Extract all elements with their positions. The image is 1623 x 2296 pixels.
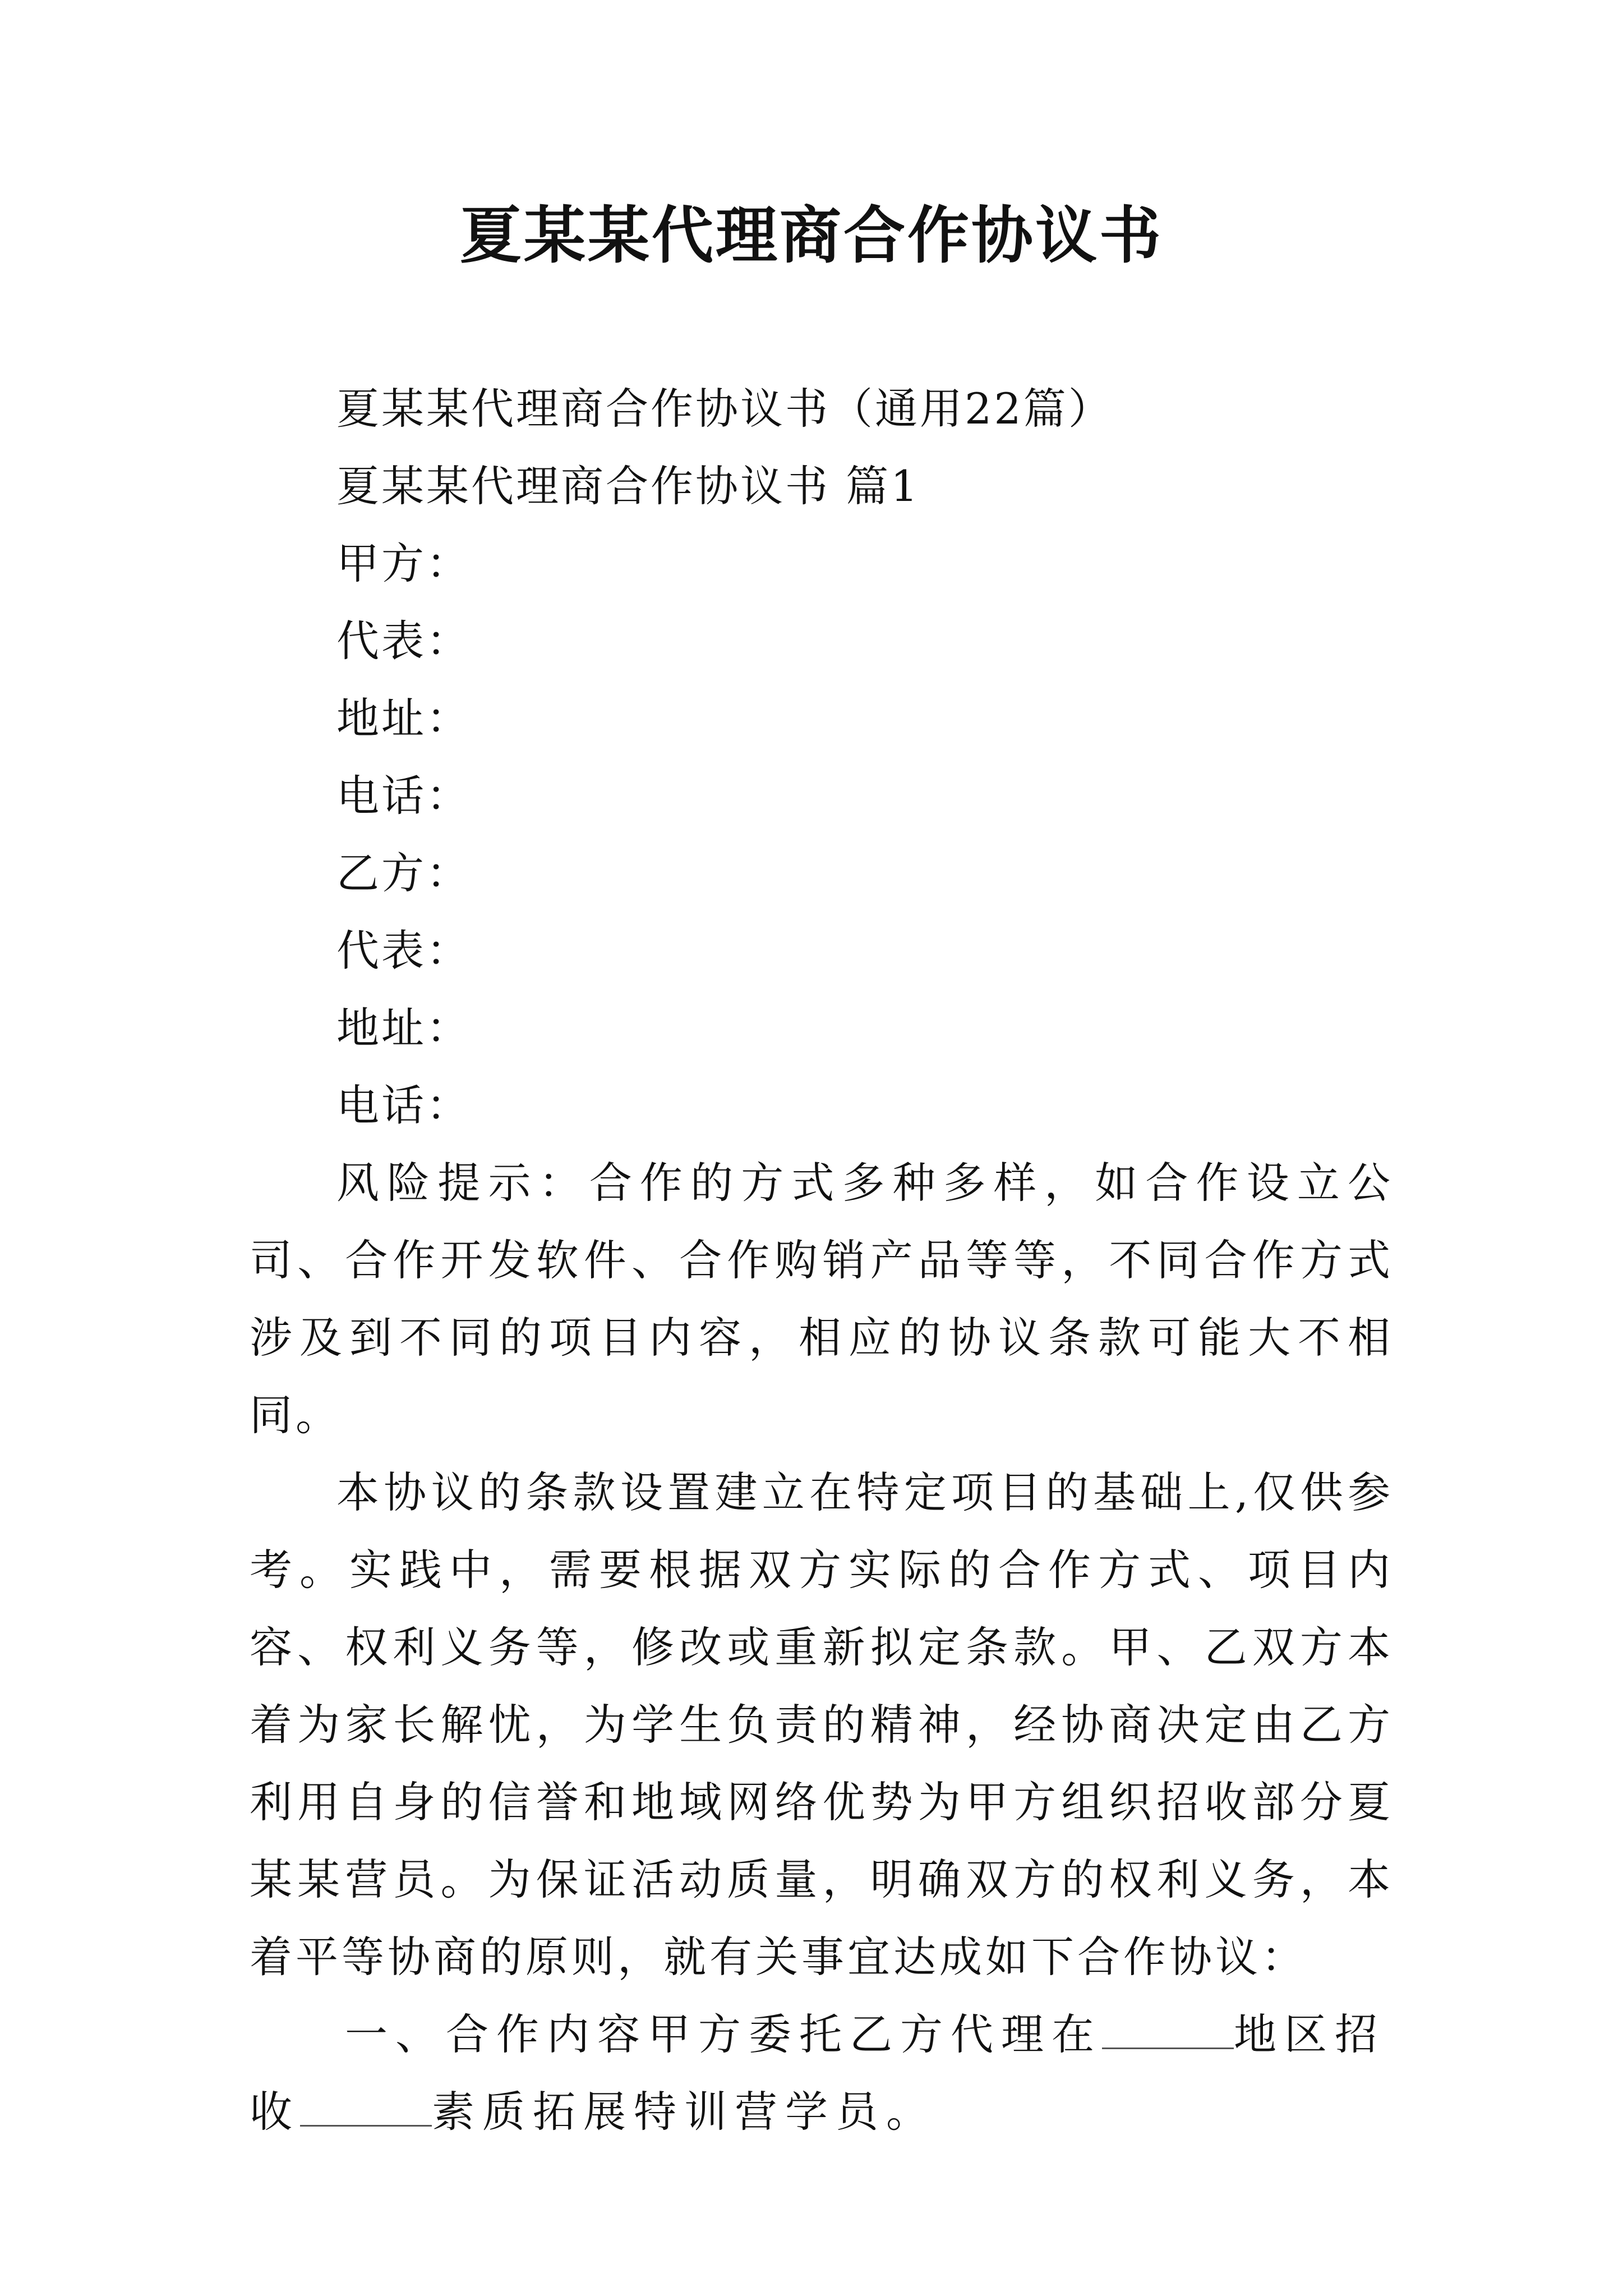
clause-1-text-start: 一、合作内容甲方委托乙方代理在: [345, 2009, 1102, 2059]
risk-notice-paragraph: 风险提示：合作的方式多种多样，如合作设立公司、合作开发软件、合作购销产品等等，不同合作方式涉及到不同的项目内容，相应的协议条款可能大不相同。: [250, 1158, 1394, 1440]
count-blank-field: [300, 2091, 432, 2127]
party-a-label: 甲方：: [336, 539, 471, 588]
party-b-representative: 代表：: [336, 926, 471, 976]
party-a-address: 地址：: [336, 693, 471, 743]
region-blank-field: [1102, 2014, 1234, 2049]
party-a-representative: 代表：: [336, 616, 471, 666]
party-b-address: 地址：: [336, 1003, 471, 1053]
party-b-phone: 电话：: [336, 1080, 471, 1130]
basis-paragraph: 本协议的条款设置建立在特定项目的基础上,仅供参考。实践中，需要根据双方实际的合作方式、项目内容、权利义务等，修改或重新拟定条款。甲、乙双方本着为家长解忧，为学生负责的精神，经协商决定由乙方利用自身的信誉和地域网络优势为甲方组织招收部分夏某某营员。为保证活动质量，明确双方的权利义务，本着平等协商的原则，就有关事宜达成如下合作协议：: [250, 1467, 1394, 1982]
document-body: [250, 370, 1394, 2151]
clause-1-text-middle: 地区招收: [250, 2009, 1385, 2137]
clause-1-text-end: 素质拓展特训营学员。: [432, 2087, 937, 2137]
document-title: 夏某某代理商合作协议书: [460, 199, 1163, 272]
party-a-phone: 电话：: [336, 771, 471, 821]
document-subtitle: 夏某某代理商合作协议书（通用22篇）: [336, 384, 1113, 434]
section-heading: 夏某某代理商合作协议书 篇1: [336, 461, 920, 511]
clause-1-paragraph: [250, 1996, 1394, 2151]
party-b-label: 乙方：: [336, 848, 471, 898]
